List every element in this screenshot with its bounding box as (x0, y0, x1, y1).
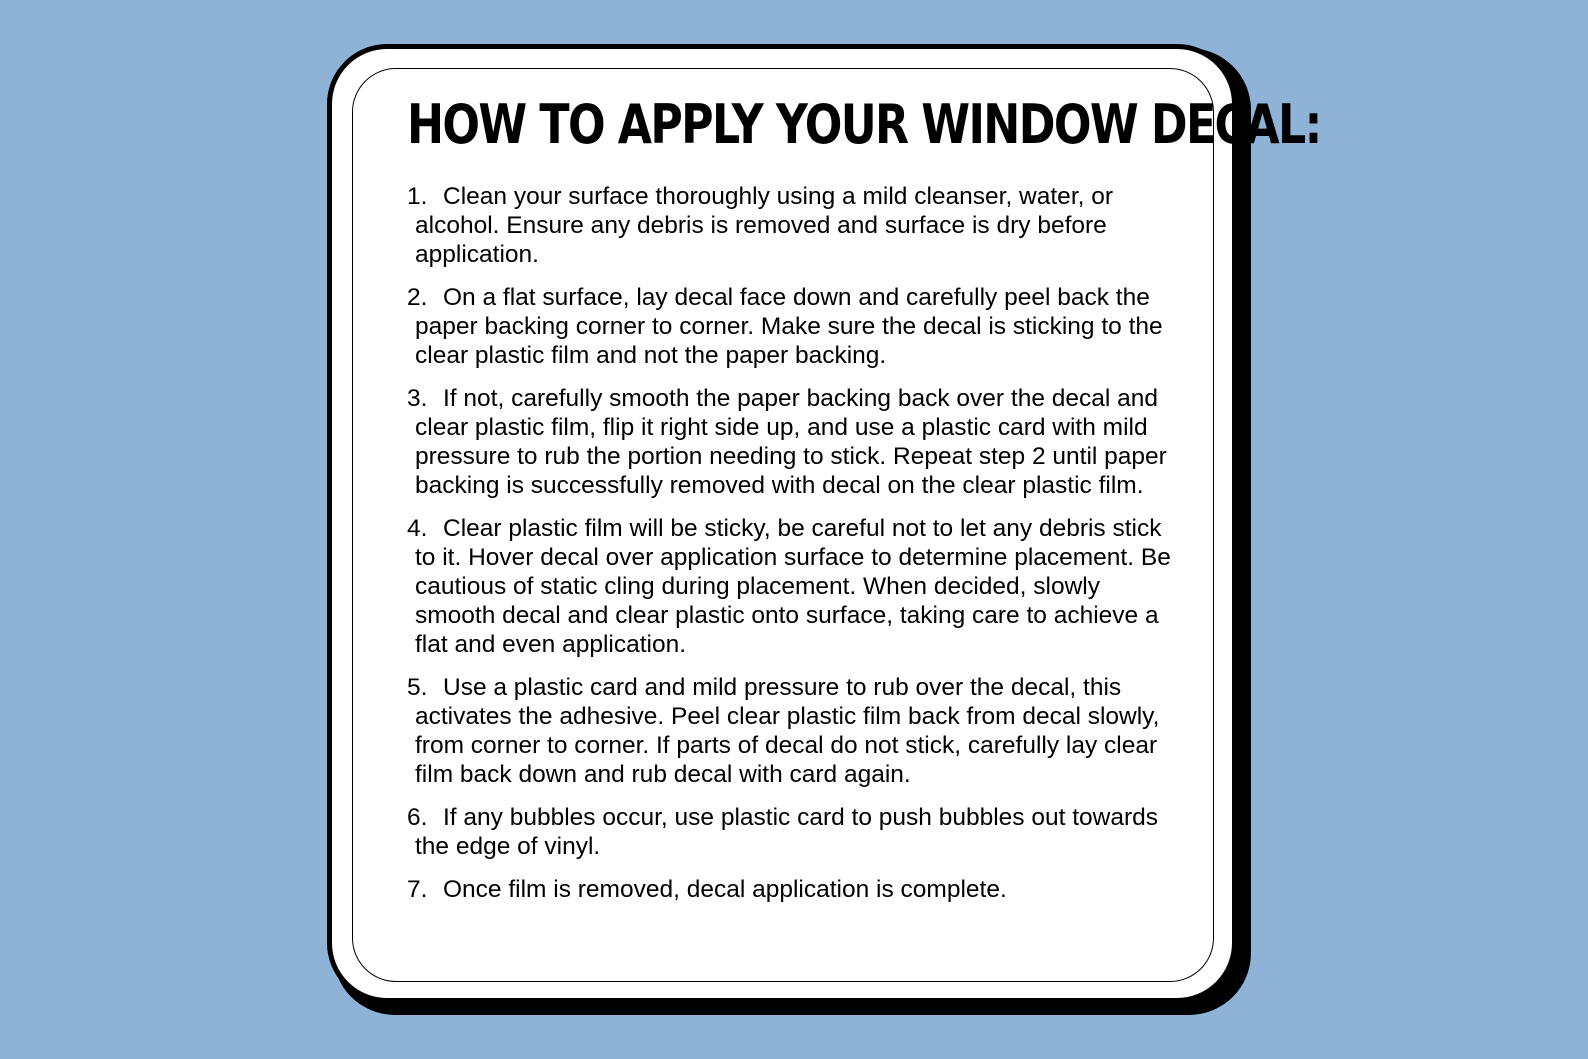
step-number: 4. (407, 515, 428, 542)
step-text: Clean your surface thoroughly using a mild cleanser, water, or alcohol. Ensure any debris is removed and surface is dry before application. (415, 183, 1114, 268)
step-2 (407, 283, 1187, 370)
step-text: Clear plastic film will be sticky, be careful not to let any debris stick to it. Hover decal over application surface to determine placement. Be cautious of static cling during placement. When decided, slowly smooth decal and clear plastic onto surface, taking care to achieve a flat and even application. (415, 515, 1171, 658)
steps-list (407, 182, 1187, 904)
instructions-content (407, 90, 1321, 918)
page-title: HOW TO APPLY YOUR WINDOW DECAL: (407, 93, 1321, 156)
step-6 (407, 803, 1187, 861)
step-number: 6. (407, 804, 428, 831)
step-5 (407, 673, 1187, 789)
step-number: 5. (407, 674, 428, 701)
step-number: 7. (407, 876, 428, 903)
step-4 (407, 514, 1187, 659)
step-text: On a flat surface, lay decal face down and carefully peel back the paper backing corner to corner. Make sure the decal is sticking to the clear plastic film and not the paper backing. (415, 284, 1163, 369)
step-7 (407, 875, 1187, 904)
step-number: 1. (407, 183, 428, 210)
step-text: Once film is removed, decal application is complete. (443, 876, 1007, 903)
step-1 (407, 182, 1187, 269)
step-number: 2. (407, 284, 428, 311)
step-3 (407, 384, 1187, 500)
step-text: If any bubbles occur, use plastic card to push bubbles out towards the edge of vinyl. (415, 804, 1159, 860)
step-number: 3. (407, 385, 428, 412)
step-text: If not, carefully smooth the paper backing back over the decal and clear plastic film, flip it right side up, and use a plastic card with mild pressure to rub the portion needing to stick. Repeat step 2 until paper backing is successfully removed with decal on the clear plastic film. (415, 385, 1167, 499)
step-text: Use a plastic card and mild pressure to rub over the decal, this activates the adhesive. Peel clear plastic film back from decal slowly, from corner to corner. If parts of decal do not stick, carefully lay clear film back down and rub decal with card again. (415, 674, 1160, 788)
